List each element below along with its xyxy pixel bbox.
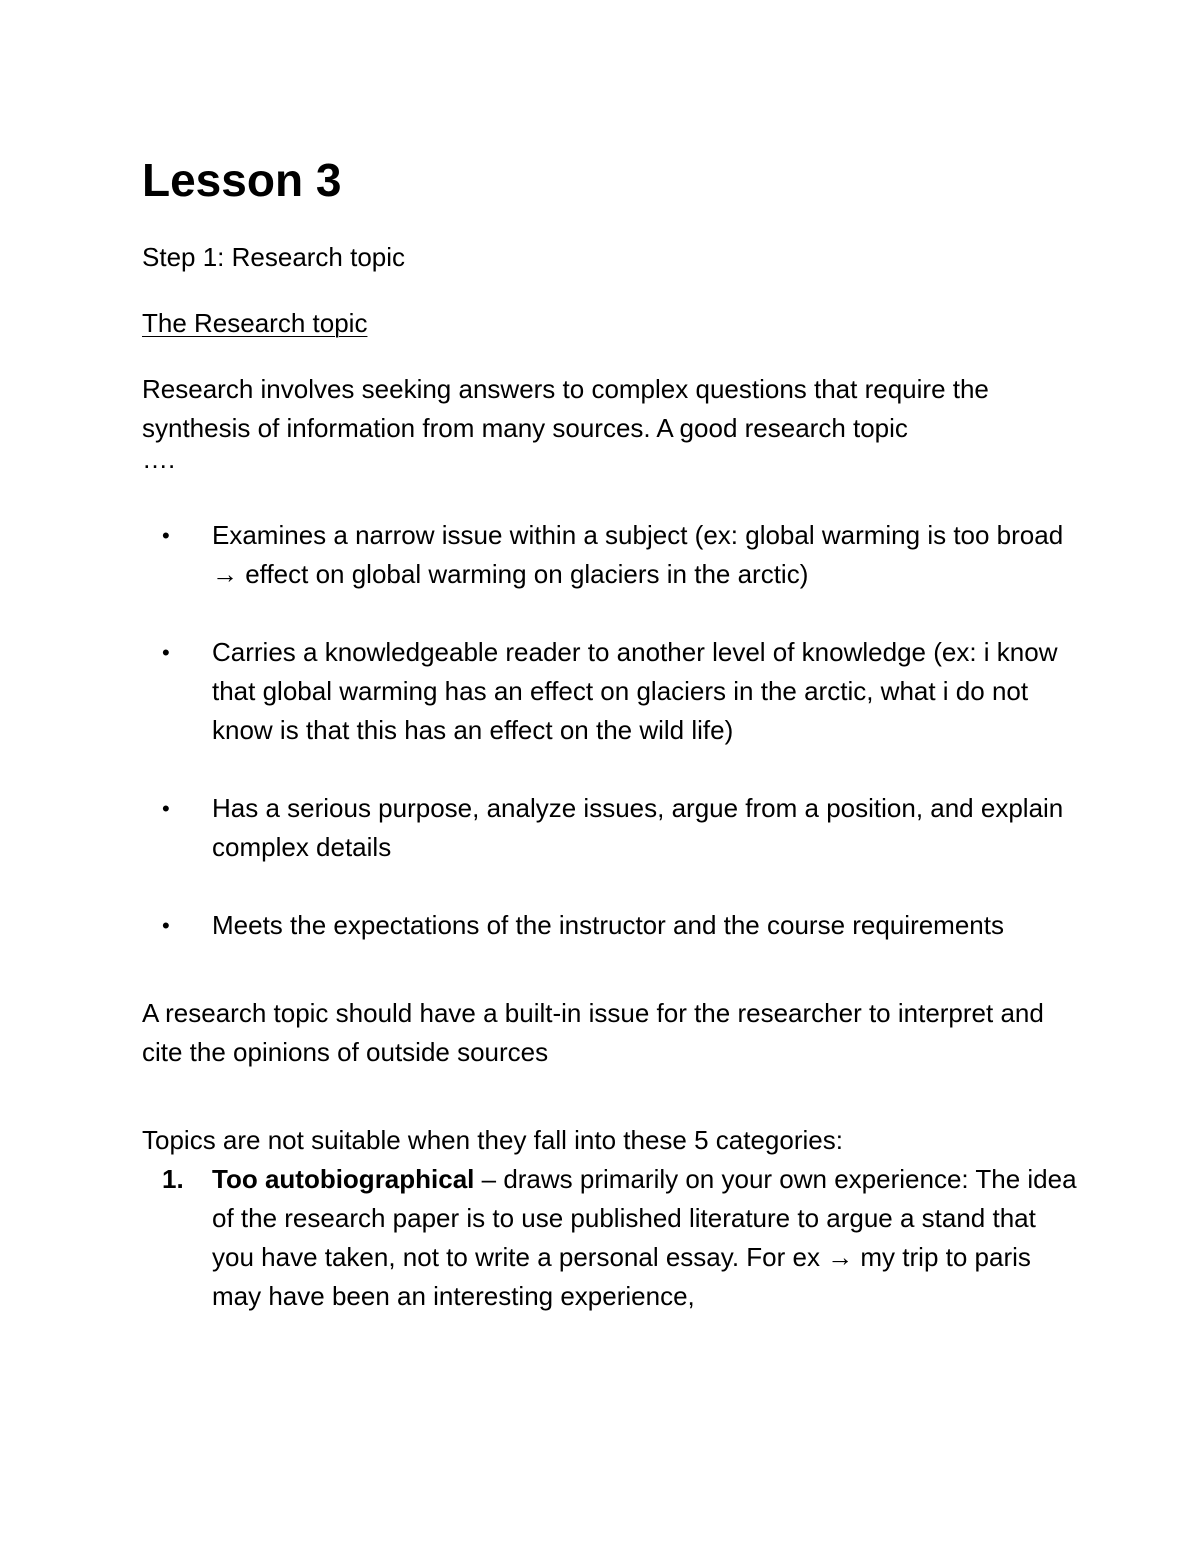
category-term: Too autobiographical xyxy=(212,1164,475,1194)
topic-qualities-list xyxy=(142,516,1082,945)
category-description: – draws primarily on your own experience: The idea of the research paper is to use published literature to argue a stand that you have taken, not to write a personal essay. For ex → my trip to paris may have been an interesting experience, xyxy=(212,1164,1077,1311)
bullet-icon: • xyxy=(162,523,170,548)
intro-paragraph xyxy=(142,370,1082,474)
unsuitable-categories-list xyxy=(142,1160,1082,1316)
list-item-text: Carries a knowledgeable reader to another level of knowledge (ex: i know that global warming has an effect on glaciers in the arctic, what i do not know is that this has an effect on the wild life) xyxy=(212,637,1058,745)
document-body xyxy=(142,152,1082,1316)
bullet-icon: • xyxy=(162,796,170,821)
intro-text: Research involves seeking answers to complex questions that require the synthesis of information from many sources. A good research topic xyxy=(142,374,989,443)
built-in-issue-paragraph: A research topic should have a built-in issue for the researcher to interpret and cite the opinions of outside sources xyxy=(142,998,1044,1067)
unsuitable-topics-intro: Topics are not suitable when they fall into these 5 categories: xyxy=(142,1125,843,1155)
step-heading: Step 1: Research topic xyxy=(142,242,406,272)
bullet-icon: • xyxy=(162,913,170,938)
list-item xyxy=(142,516,1082,594)
list-item-number: 1. xyxy=(162,1164,184,1194)
list-item xyxy=(142,906,1082,945)
research-topic-subheading: The Research topic xyxy=(142,308,368,338)
list-item-text: Meets the expectations of the instructor and the course requirements xyxy=(212,910,1004,940)
list-item-text: Has a serious purpose, analyze issues, argue from a position, and explain complex details xyxy=(212,793,1064,862)
lesson-title: Lesson 3 xyxy=(142,154,342,206)
bullet-icon: • xyxy=(162,640,170,665)
intro-ellipsis: …. xyxy=(142,444,176,474)
list-item xyxy=(142,633,1082,750)
list-item-text: Examines a narrow issue within a subject (ex: global warming is too broad → effect on global warming on glaciers in the arctic) xyxy=(212,520,1064,589)
list-item xyxy=(142,1160,1082,1316)
list-item xyxy=(142,789,1082,867)
